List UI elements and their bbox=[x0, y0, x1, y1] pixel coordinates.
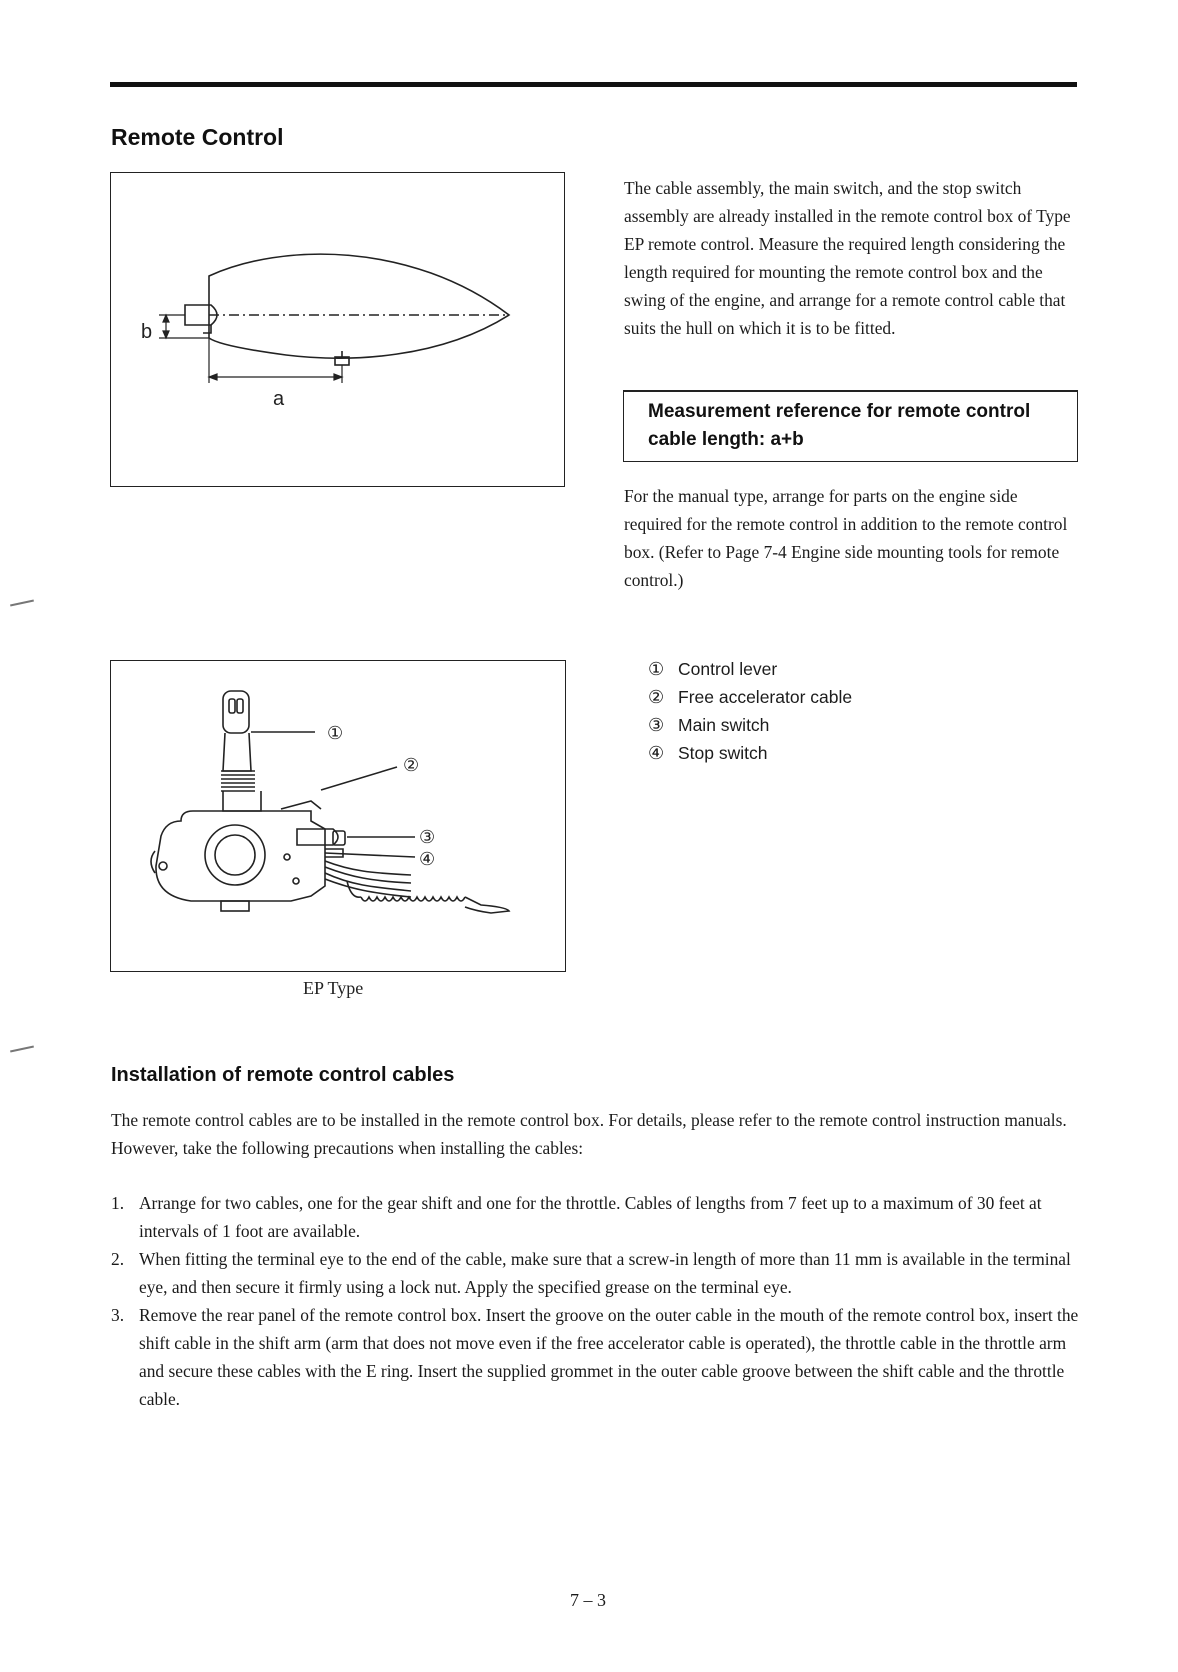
label-a: a bbox=[273, 388, 285, 410]
hull-outline bbox=[209, 254, 509, 358]
label-b: b bbox=[141, 321, 153, 343]
legend-num: ③ bbox=[648, 715, 665, 735]
measurement-line-1: Measurement reference for remote control bbox=[648, 401, 1031, 422]
ep-remote-svg bbox=[111, 661, 564, 970]
punch-mark bbox=[10, 600, 34, 607]
lever-hub bbox=[205, 825, 265, 885]
step-text: Arrange for two cables, one for the gear shift and one for the throttle. Cables of lengths from 7 feet up to a maximum of 30 feet at intervals of 1 foot are available. bbox=[139, 1193, 1042, 1241]
section-title: Remote Control bbox=[111, 124, 284, 150]
legend-label: Main switch bbox=[678, 715, 770, 735]
legend-label: Control lever bbox=[678, 659, 778, 679]
step-number: 1. bbox=[111, 1193, 125, 1213]
top-rule bbox=[110, 82, 1077, 87]
punch-mark bbox=[10, 1046, 34, 1053]
page-number: 7 – 3 bbox=[570, 1590, 606, 1610]
manual-paragraph: For the manual type, arrange for parts on the engine side required for the remote control in addition to the remote control box. (Refer to Page 7-4 Engine side mounting tools for remote control.) bbox=[624, 486, 1068, 590]
callout-1: ① bbox=[327, 723, 344, 744]
step-text: When fitting the terminal eye to the end of the cable, make sure that a screw-in length of more than 11 mm is available in the terminal eye, and then secure it firmly using a lock nut. Apply the specified grease on the terminal eye. bbox=[139, 1249, 1071, 1297]
callout-2: ② bbox=[403, 755, 420, 776]
control-lever-handle bbox=[223, 691, 249, 733]
measurement-box bbox=[623, 390, 1078, 462]
legend-num: ④ bbox=[648, 743, 665, 763]
step-item bbox=[111, 1301, 1079, 1413]
measurement-line-2: cable length: a+b bbox=[648, 429, 804, 450]
legend-item bbox=[648, 711, 852, 739]
legend-item bbox=[648, 683, 852, 711]
installation-intro: The remote control cables are to be installed in the remote control box. For details, please refer to the remote control instruction manuals. However, take the following precautions when installing the cables: bbox=[111, 1110, 1067, 1158]
legend-label: Free accelerator cable bbox=[678, 687, 853, 707]
callout-4: ④ bbox=[419, 849, 436, 870]
step-item bbox=[111, 1189, 1079, 1245]
step-number: 2. bbox=[111, 1249, 125, 1269]
installation-title: Installation of remote control cables bbox=[111, 1064, 455, 1086]
step-text: Remove the rear panel of the remote control box. Insert the groove on the outer cable in the mouth of the remote control box, insert the shift cable in the shift arm (arm that does not move even if the free accelerator cable is operated), the throttle cable in the throttle arm and secure these cables with the E ring. Insert the supplied grommet in the outer cable groove between the shift cable and the throttle cable. bbox=[139, 1305, 1079, 1409]
step-item bbox=[111, 1245, 1079, 1301]
remote-box-body bbox=[156, 811, 325, 901]
installation-steps bbox=[111, 1189, 1079, 1413]
legend-list bbox=[648, 655, 852, 767]
legend-num: ② bbox=[648, 687, 665, 707]
main-switch bbox=[297, 829, 338, 845]
legend-item bbox=[648, 739, 852, 767]
step-number: 3. bbox=[111, 1305, 125, 1325]
hull-diagram bbox=[110, 172, 565, 487]
intro-paragraph: The cable assembly, the main switch, and the stop switch assembly are already installed in the remote control box of Type EP remote control. Measure the required length considering the length required for mounting the remote control box and the swing of the engine, and arrange for a remote control cable that suits the hull on which it is to be fitted. bbox=[624, 178, 1071, 338]
ep-remote-figure bbox=[110, 660, 566, 972]
hull-diagram-svg bbox=[111, 173, 563, 485]
legend-item bbox=[648, 655, 852, 683]
legend-num: ① bbox=[648, 659, 665, 679]
callout-3: ③ bbox=[419, 827, 436, 848]
legend-label: Stop switch bbox=[678, 743, 768, 763]
figure-caption: EP Type bbox=[303, 978, 364, 998]
